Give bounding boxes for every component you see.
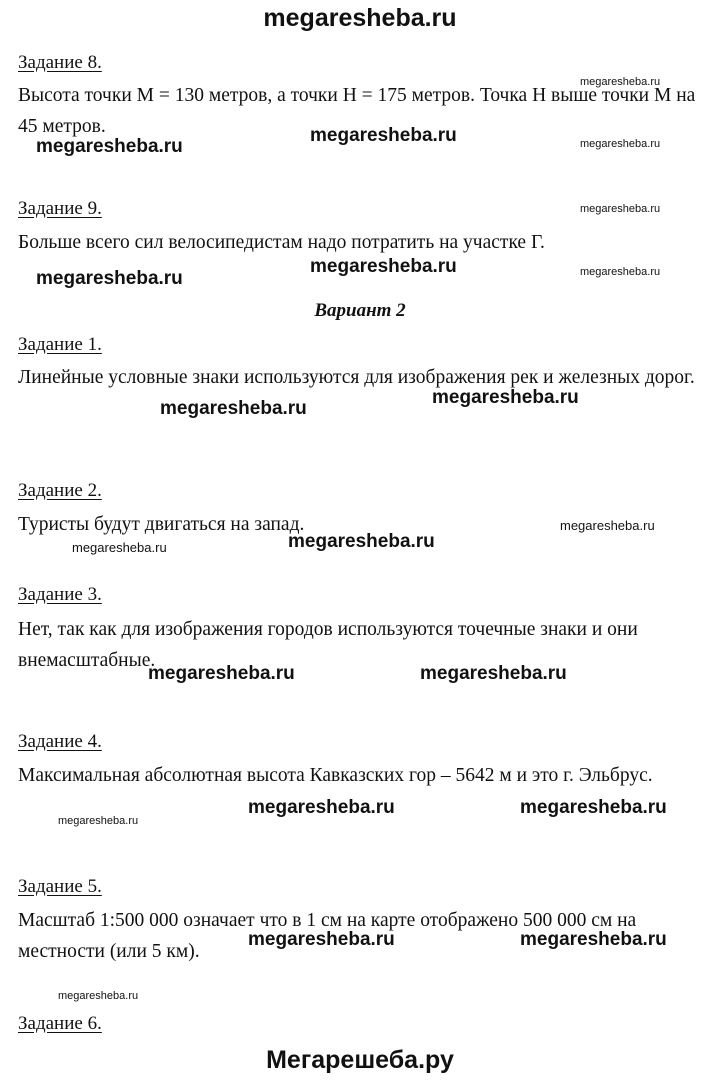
watermark: megaresheba.ru [560,518,655,533]
watermark: megaresheba.ru [310,125,457,146]
site-footer: Мегарешеба.ру [266,1046,454,1074]
watermark: megaresheba.ru [310,256,457,277]
task-text: Масштаб 1:500 000 означает что в 1 см на карте отображено 500 000 см на местности (или 5 км). [18,910,637,962]
watermark: megaresheba.ru [580,76,661,88]
watermark: megaresheba.ru [288,531,435,552]
watermark: megaresheba.ru [58,815,139,827]
watermark: megaresheba.ru [248,929,395,950]
watermark: megaresheba.ru [432,387,579,408]
task-text: Высота точки М = 130 метров, а точки Н = 175 метров. Точка Н выше точки М на 45 метров. [18,85,696,137]
task-text: Нет, так как для изображения городов используются точечные знаки и они внемасштабные. [18,619,638,671]
watermark: megaresheba.ru [72,540,167,555]
task-title: Задание 2. [18,480,102,501]
task-text: Максимальная абсолютная высота Кавказских гор – 5642 м и это г. Эльбрус. [18,765,653,786]
task-title: Задание 1. [18,334,102,355]
site-header: megaresheba.ru [263,4,457,32]
watermark: megaresheba.ru [520,797,667,818]
task-text: Линейные условные знаки используются для изображения рек и железных дорог. [18,367,695,388]
task-title: Задание 8. [18,52,102,73]
task-title: Задание 6. [18,1013,102,1034]
task-title: Задание 3. [18,584,102,605]
task-text: Туристы будут двигаться на запад. [18,514,305,535]
watermark: megaresheba.ru [58,990,139,1002]
watermark: megaresheba.ru [420,663,567,684]
watermark: megaresheba.ru [520,929,667,950]
watermark: megaresheba.ru [580,203,661,215]
task-title: Задание 4. [18,731,102,752]
watermark: megaresheba.ru [36,268,183,289]
watermark: megaresheba.ru [148,663,295,684]
watermark: megaresheba.ru [580,138,661,150]
watermark: megaresheba.ru [580,266,661,278]
watermark: megaresheba.ru [160,398,307,419]
watermark: megaresheba.ru [36,136,183,157]
watermark: megaresheba.ru [248,797,395,818]
task-title: Задание 5. [18,876,102,897]
task-title: Задание 9. [18,198,102,219]
variant-heading: Вариант 2 [314,300,406,321]
task-text: Больше всего сил велосипедистам надо потратить на участке Г. [18,232,545,253]
